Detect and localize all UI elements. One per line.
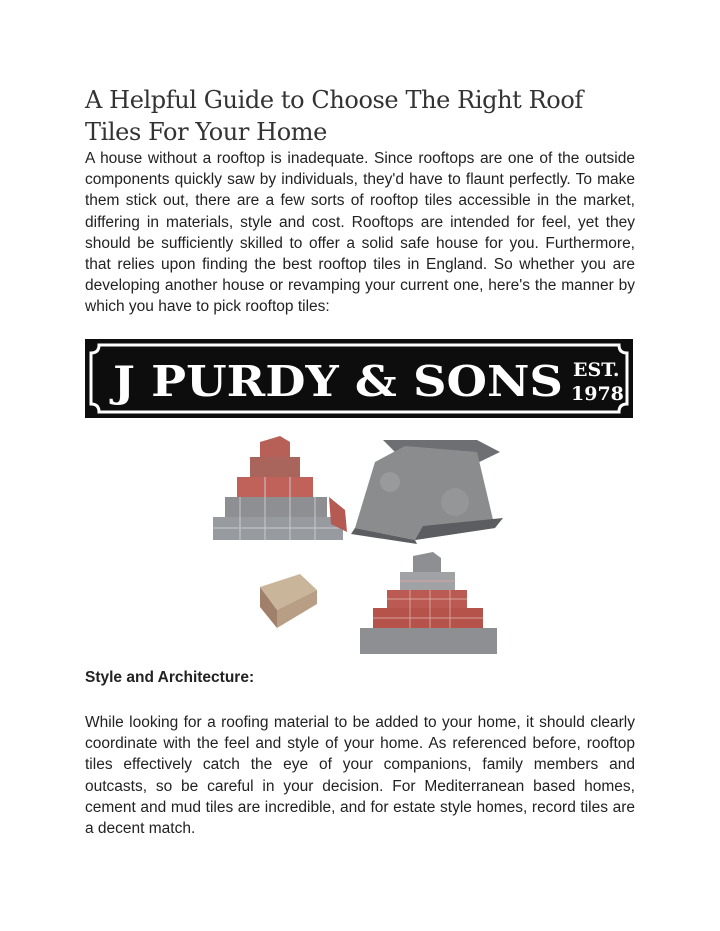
company-logo-banner	[85, 339, 633, 418]
logo-est-label: EST.	[573, 359, 620, 381]
article-title: A Helpful Guide to Choose The Right Roof Tiles For Your Home	[85, 86, 583, 146]
logo-name: J PURDY & SONS	[108, 357, 563, 406]
section-heading: Style and Architecture:	[85, 669, 255, 686]
logo-graphic	[85, 339, 633, 418]
intro-paragraph: A house without a rooftop is inadequate. Since rooftops are one of the outside components quickly saw by individuals, they'd have to flaunt perfectly. To make them stick out, there are a few sorts of rooftop tiles accessible in the market, differing in materials, style and cost. Rooftops are intended for feel, yet they should be sufficiently skilled to offer a solid safe house for you. Furthermore, that relies upon finding the best rooftop tiles in England. So whether you are developing another house or revamping your current one, here's the manner by which you have to pick rooftop tiles:	[85, 150, 635, 316]
ridge-tile-stack-icon	[360, 552, 497, 654]
roof-tiles-photo	[205, 432, 525, 672]
article	[85, 84, 635, 318]
logo-est-year: 1978	[571, 383, 624, 405]
section	[85, 712, 635, 839]
slate-slab-icon	[351, 440, 503, 544]
brick-icon	[260, 574, 317, 628]
clay-tile-stack-icon	[213, 436, 347, 540]
section-paragraph: While looking for a roofing material to be added to your home, it should clearly coordinate with the feel and style of your home. As referenced before, rooftop tiles effectively catch the eye of your companions, family members and outcasts, so be careful in your decision. For Mediterranean based homes, cement and mud tiles are incredible, and for estate style homes, record tiles are a decent match.	[85, 714, 635, 838]
